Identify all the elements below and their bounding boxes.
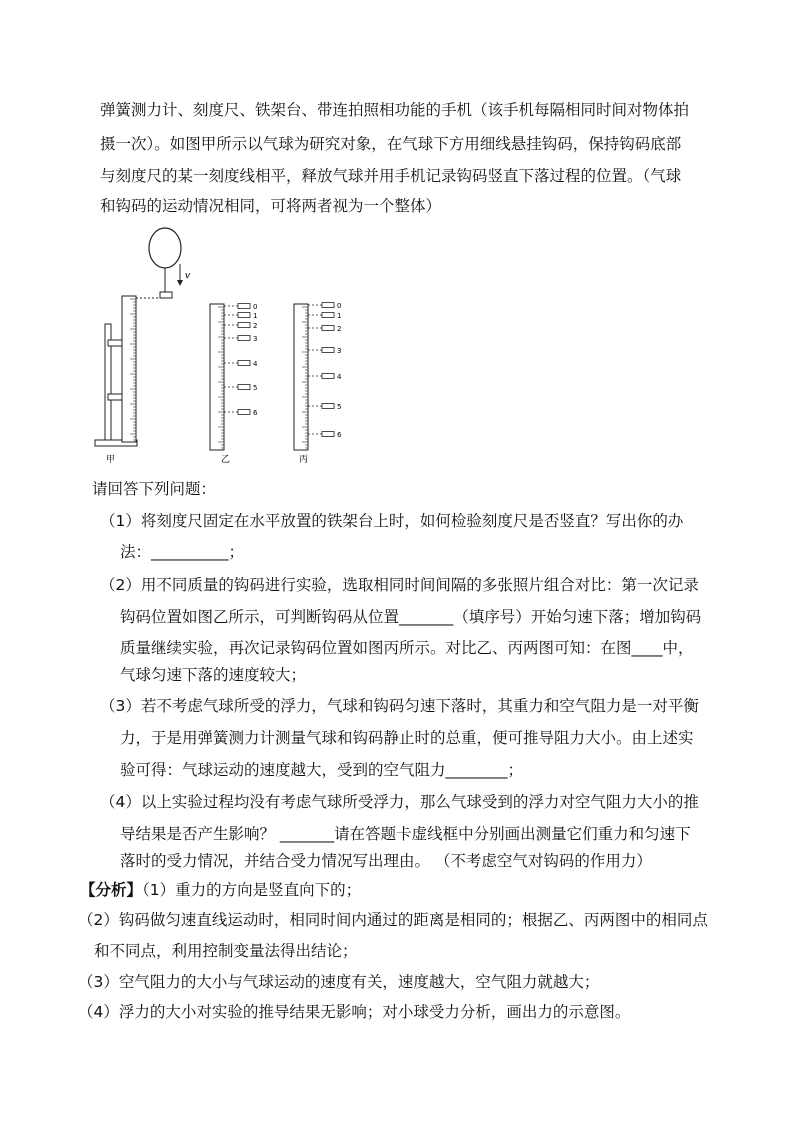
hook-position-marker xyxy=(238,410,250,415)
analysis-a2-line-2: 和不同点，利用控制变量法得出结论； xyxy=(94,942,358,960)
intro-line-2: 摄一次）。如图甲所示以气球为研究对象，在气球下方用细线悬挂钩码，保持钩码底部 xyxy=(100,135,682,153)
label-yi: 乙 xyxy=(221,455,231,465)
q3-line-2: 力，于是用弹簧测力计测量气球和钩码静止时的总重，便可推导阻力大小。由上述实 xyxy=(120,729,694,747)
hook-position-marker xyxy=(322,432,334,437)
q1-line-1: （1）将刻度尺固定在水平放置的铁架台上时，如何检验刻度尺是否竖直？写出你的办 xyxy=(100,512,684,530)
analysis-a2-line-1: （2）钩码做匀速直线运动时，相同时间内通过的距离是相同的；根据乙、丙两图中的相同点 xyxy=(78,911,708,929)
stand-clamp-top xyxy=(108,340,122,346)
velocity-arrowhead xyxy=(177,280,183,286)
experiment-figure xyxy=(90,222,380,470)
q2-line-2: 钩码位置如图乙所示，可判断钩码从位置_______（填序号）开始匀速下落；增加钩码 xyxy=(120,608,702,626)
intro-line-1: 弹簧测力计、刻度尺、铁架台、带连拍照相功能的手机（该手机每隔相同时间对物体拍 xyxy=(100,101,690,119)
position-label: 1 xyxy=(253,312,258,320)
position-label: 4 xyxy=(253,360,258,368)
position-label: 2 xyxy=(253,322,258,330)
q3-line-3: 验可得：气球运动的速度越大，受到的空气阻力________； xyxy=(120,761,524,779)
hook-position-marker xyxy=(322,303,334,308)
q2-line-1: （2）用不同质量的钩码进行实验，选取相同时间间隔的多张照片组合对比：第一次记录 xyxy=(100,576,699,594)
velocity-label: v xyxy=(185,271,191,281)
hook-position-marker xyxy=(238,304,250,309)
analysis-label: 【分析】 xyxy=(80,881,143,899)
label-bing: 丙 xyxy=(299,455,309,465)
hook-position-marker xyxy=(322,348,334,353)
q1-line-2: 法：__________； xyxy=(120,543,245,561)
position-label: 6 xyxy=(337,431,342,439)
ruler-yi xyxy=(210,303,258,450)
intro-line-3: 与刻度尺的某一刻度线相平，释放气球并用手机记录钩码竖直下落过程的位置。（气球 xyxy=(100,167,682,185)
position-label: 3 xyxy=(253,335,258,343)
ruler-bing xyxy=(294,302,342,450)
hook-position-marker xyxy=(322,374,334,379)
hook-weight xyxy=(160,292,172,298)
hook-position-marker xyxy=(238,361,250,366)
hook-position-marker xyxy=(322,404,334,409)
position-label: 5 xyxy=(253,384,258,392)
hook-position-marker xyxy=(238,323,250,328)
balloon xyxy=(149,228,181,268)
hook-position-marker xyxy=(238,336,250,341)
prompt: 请回答下列问题： xyxy=(92,480,217,498)
position-label: 1 xyxy=(337,312,342,320)
position-label: 0 xyxy=(253,303,258,311)
analysis-a4: （4）浮力的大小对实验的推导结果无影响；对小球受力分析，画出力的示意图。 xyxy=(78,1003,631,1021)
label-jia: 甲 xyxy=(106,455,116,465)
analysis-a1: （1）重力的方向是竖直向下的； xyxy=(142,881,362,899)
position-label: 5 xyxy=(337,403,342,411)
hook-position-marker xyxy=(238,313,250,318)
intro-line-4: 和钩码的运动情况相同，可将两者视为一个整体） xyxy=(100,197,442,215)
position-label: 3 xyxy=(337,347,342,355)
q4-line-1: （4）以上实验过程均没有考虑气球所受浮力，那么气球受到的浮力对空气阻力大小的推 xyxy=(100,793,699,811)
hook-position-marker xyxy=(322,313,334,318)
hook-position-marker xyxy=(322,326,334,331)
q2-line-4: 气球匀速下落的速度较大； xyxy=(120,666,307,684)
position-label: 6 xyxy=(253,409,258,417)
analysis-line-1 xyxy=(80,880,361,900)
stand-clamp-bottom xyxy=(108,394,122,400)
q2-line-3: 质量继续实验，再次记录钩码位置如图丙所示。对比乙、丙两图可知：在图____中， xyxy=(120,639,694,657)
q4-line-2: 导结果是否产生影响？ _______请在答题卡虚线框中分别画出测量它们重力和匀速下 xyxy=(120,825,691,843)
q4-line-3: 落时的受力情况，并结合受力情况写出理由。 （不考虑空气对钩码的作用力） xyxy=(120,852,652,870)
hook-position-marker xyxy=(238,385,250,390)
q3-line-1: （3）若不考虑气球所受的浮力，气球和钩码匀速下落时，其重力和空气阻力是一对平衡 xyxy=(100,697,699,715)
analysis-a3: （3）空气阻力的大小与气球运动的速度有关，速度越大，空气阻力就越大； xyxy=(78,973,600,991)
ruler-jia xyxy=(122,296,136,442)
position-label: 2 xyxy=(337,325,342,333)
position-label: 0 xyxy=(337,302,342,310)
position-label: 4 xyxy=(337,373,342,381)
